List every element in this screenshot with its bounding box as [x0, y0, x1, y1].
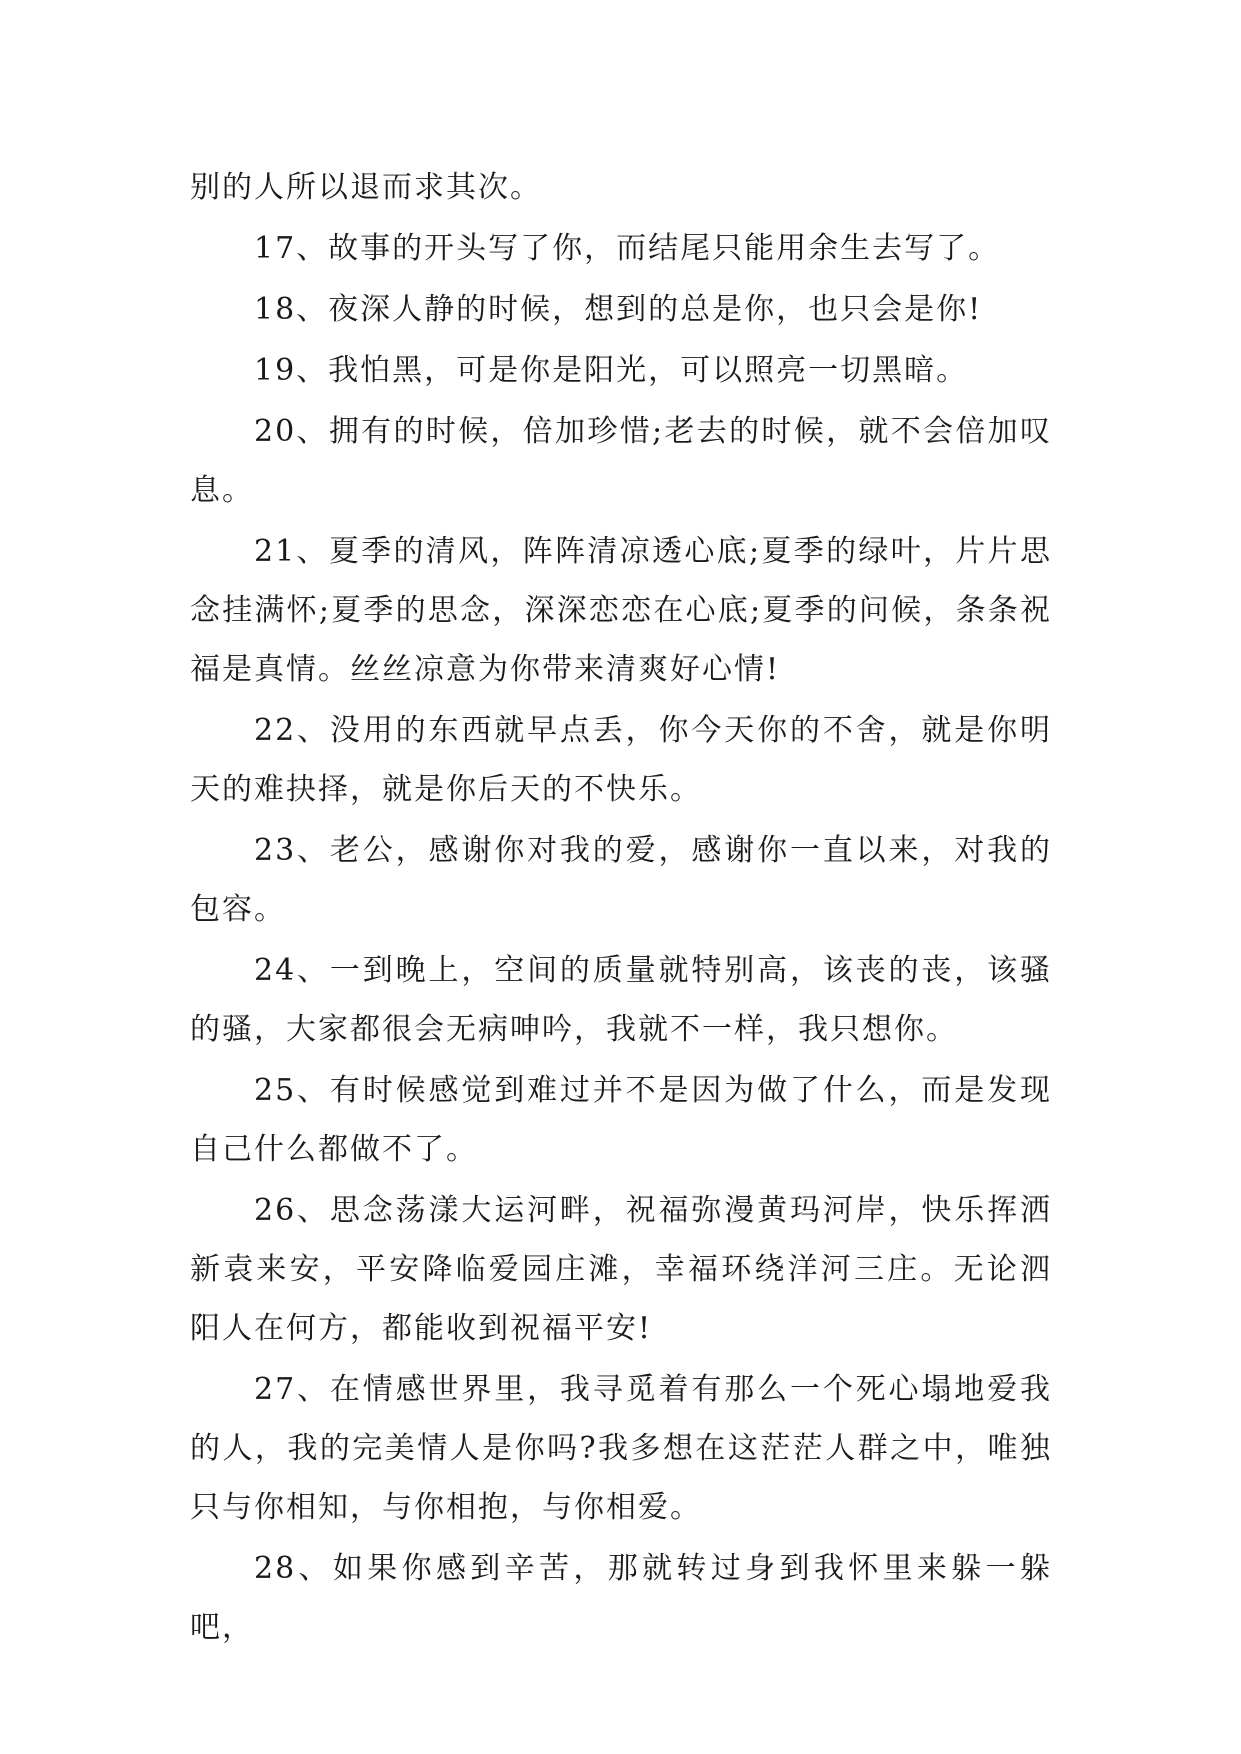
paragraph-22: 22、没用的东西就早点丢，你今天你的不舍，就是你明天的难抉择，就是你后天的不快乐。 — [190, 713, 1052, 807]
paragraph-26: 26、思念荡漾大运河畔，祝福弥漫黄玛河岸，快乐挥洒新袁来安，平安降临爱园庄滩，幸福环绕洋河三庄。无论泗阳人在何方，都能收到祝福平安! — [190, 1193, 1052, 1346]
paragraph-25: 25、有时候感觉到难过并不是因为做了什么，而是发现自己什么都做不了。 — [190, 1073, 1052, 1167]
paragraph-17: 17、故事的开头写了你，而结尾只能用余生去写了。 — [254, 231, 1001, 266]
paragraph-continuation: 别的人所以退而求其次。 — [190, 170, 542, 205]
paragraph-27: 27、在情感世界里，我寻觅着有那么一个死心塌地爱我的人，我的完美情人是你吗?我多想在这茫茫人群之中，唯独只与你相知，与你相抱，与你相爱。 — [190, 1372, 1052, 1525]
paragraph-24: 24、一到晚上，空间的质量就特别高，该丧的丧，该骚的骚，大家都很会无病呻吟，我就不一样，我只想你。 — [190, 953, 1052, 1047]
paragraph-23: 23、老公，感谢你对我的爱，感谢你一直以来，对我的包容。 — [190, 833, 1052, 927]
paragraph-21: 21、夏季的清风，阵阵清凉透心底;夏季的绿叶，片片思念挂满怀;夏季的思念，深深恋恋在心底;夏季的问候，条条祝福是真情。丝丝凉意为你带来清爽好心情! — [190, 534, 1052, 687]
document-body — [190, 158, 1052, 1659]
paragraph-18: 18、夜深人静的时候，想到的总是你，也只会是你! — [254, 292, 983, 327]
paragraph-20: 20、拥有的时候，倍加珍惜;老去的时候，就不会倍加叹息。 — [190, 414, 1052, 508]
paragraph-19: 19、我怕黑，可是你是阳光，可以照亮一切黑暗。 — [254, 353, 969, 388]
paragraph-28: 28、如果你感到辛苦，那就转过身到我怀里来躲一躲吧， — [190, 1551, 1052, 1645]
